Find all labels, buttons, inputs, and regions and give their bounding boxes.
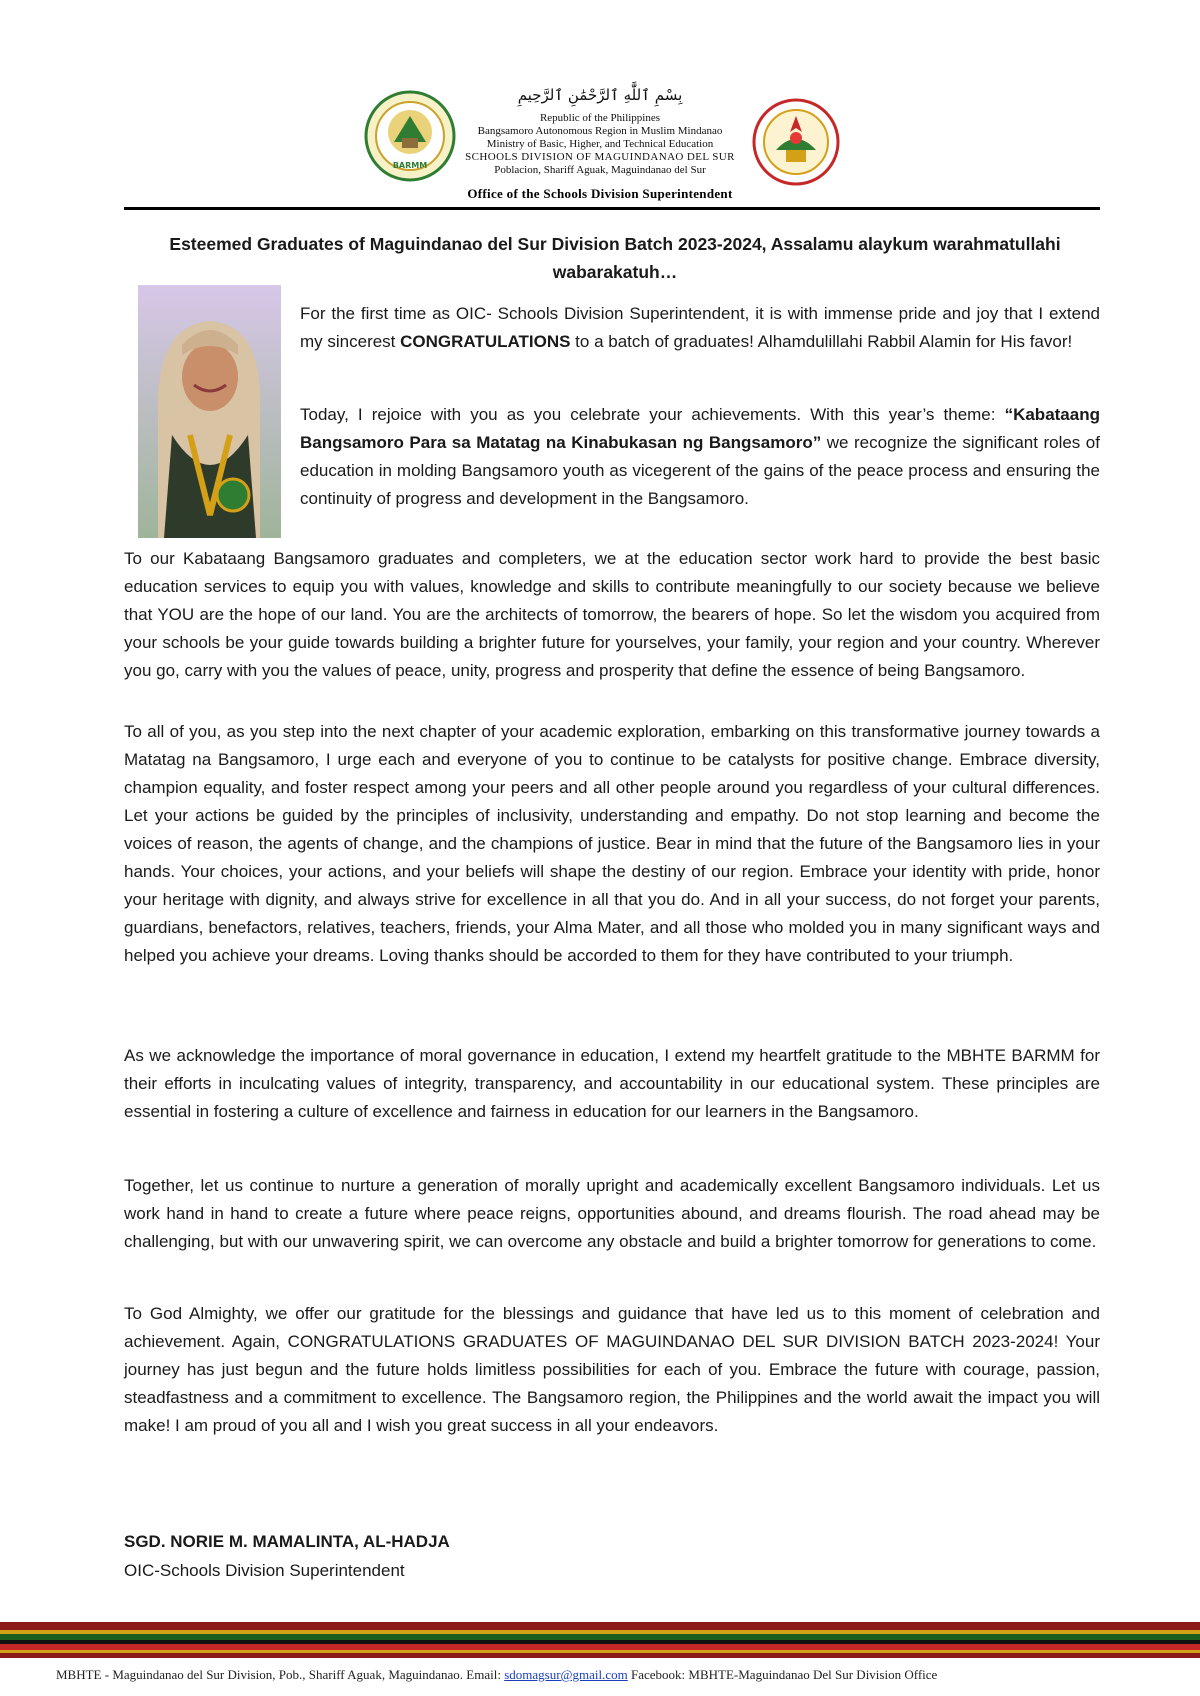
header-line-republic: Republic of the Philippines [539, 112, 661, 124]
office-title: Office of the Schools Division Superintendent [467, 186, 733, 201]
agency-lines [420, 112, 780, 177]
paragraph-closing: To God Almighty, we offer our gratitude for the blessings and guidance that have led us to this moment of celebration and achievement. Again, CONGRATULATIONS GRADUATES OF MAGUINDANAO DEL SUR DIVISION BATCH 2023-2024! Your journey has just begun and the future holds limitless possibilities for each of you. Embrace the future with courage, passion, steadfastness and a commitment to excellence. The Bangsamoro region, the Philippines and the world await the impact you will make! I am proud of you all and I wish you great success in all your endeavors. [124, 1304, 1100, 1435]
header-address: Poblacion, Shariff Aguak, Maguindanao del Sur [494, 164, 706, 176]
bismillah-calligraphy [517, 76, 683, 110]
paragraph-moral-governance: As we acknowledge the importance of moral governance in education, I extend my heartfelt gratitude to the MBHTE BARMM for their efforts in inculcating values of integrity, transparency, and accountability in our educational system. These principles are essential in fostering a culture of excellence and fairness in education for our learners in the Bangsamoro. [124, 1046, 1100, 1121]
superintendent-photo [138, 285, 281, 538]
header-line-region: Bangsamoro Autonomous Region in Muslim Mindanao [477, 125, 723, 137]
signatory-name: SGD. NORIE M. MAMALINTA, AL-HADJA [124, 1532, 450, 1551]
footer-contact: MBHTE - Maguindanao del Sur Division, Pob., Shariff Aguak, Maguindanao. Email: sdomagsur@gmail.com Facebook: MBHTE-Maguindanao Del Sur Division Office [56, 1667, 938, 1682]
paragraph-next-chapter: To all of you, as you step into the next chapter of your academic exploration, embarking on this transformative journey towards a Matatag na Bangsamoro, I urge each and everyone of you to continue to be catalysts for positive change. Embrace diversity, champion equality, and foster respect among your peers and all other people around you regardless of your cultural differences. Let your actions be guided by the principles of inclusivity, understanding and empathy. Do not stop learning and become the voices of reason, the agents of change, and the champions of justice. Bear in mind that the future of the Bangsamoro lies in your hands. Your choices, your actions, and your beliefs will shape the destiny of our region. Embrace your identity with pride, honor your heritage with dignity, and always strive for excellence in all that you do. And in all your success, do not forget your parents, guardians, benefactors, relatives, teachers, friends, your Alma Mater, and all those who molded you in many significant ways and helped you achieve your dreams. Loving thanks should be accorded to them for they have contributed to your triumph. [124, 722, 1100, 965]
paragraph-theme: Today, I rejoice with you as you celebrate your achievements. With this year’s theme: “Kabataang Bangsamoro Para sa Matatag na Kinabukasan ng Bangsamoro” we recognize the significant roles of education in molding Bangsamoro youth as vicegerent of the gains of the peace process and ensuring the continuity of progress and development in the Bangsamoro. [300, 405, 1100, 508]
paragraph-graduates: To our Kabataang Bangsamoro graduates and completers, we at the education sector work hard to provide the best basic education services to equip you with values, knowledge and skills to contribute meaningfully to our society because we believe that YOU are the hope of our land. You are the architects of tomorrow, the bearers of hope. So let the wisdom you acquired from your schools be your guide towards building a brighter future for yourselves, your family, your region and your country. Wherever you go, carry with you the values of peace, unity, progress and prosperity that define the essence of being Bangsamoro. [124, 549, 1100, 680]
header-division: SCHOOLS DIVISION OF MAGUINDANAO DEL SUR [465, 151, 735, 163]
signatory-title: OIC-Schools Division Superintendent [124, 1561, 405, 1580]
footer-email-link[interactable]: sdomagsur@gmail.com [504, 1667, 628, 1682]
letterhead [0, 60, 1200, 210]
division-seal-logo [752, 98, 840, 186]
paragraph-together: Together, let us continue to nurture a generation of morally upright and academically excellent Bangsamoro individuals. Let us work hand in hand to create a future where peace reigns, opportunities abound, and dreams flourish. The road ahead may be challenging, but with our unwavering spirit, we can overcome any obstacle and build a brighter tomorrow for generations to come. [124, 1176, 1100, 1251]
svg-text:BARMM: BARMM [392, 161, 428, 170]
svg-text:بِسْمِ ٱللَّٰهِ ٱلرَّحْمَٰنِ ٱ: بِسْمِ ٱللَّٰهِ ٱلرَّحْمَٰنِ ٱلرَّحِيمِ [517, 86, 683, 104]
letter-greeting: Esteemed Graduates of Maguindanao del Sur Division Batch 2023-2024, Assalamu alaykum warahmatullahi wabarakatuh… [169, 234, 1061, 282]
header-divider [124, 207, 1100, 210]
header-line-ministry: Ministry of Basic, Higher, and Technical Education [486, 138, 714, 150]
paragraph-congratulations: For the first time as OIC- Schools Division Superintendent, it is with immense pride and joy that I extend my sincerest CONGRATULATIONS to a batch of graduates! Alhamdulillahi Rabbil Alamin for His favor! [300, 304, 1100, 351]
